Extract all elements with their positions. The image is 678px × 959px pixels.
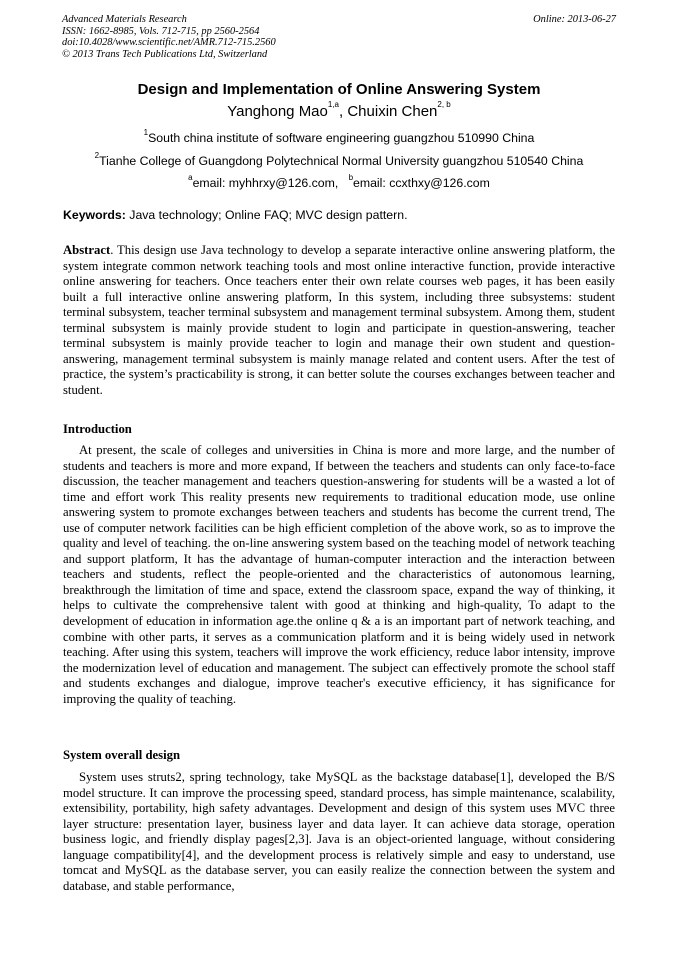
abstract-text: . This design use Java technology to develop a separate interactive online answering platform, the system integrate common network teaching tools and most online interactive function, provide interactive online answering for teachers. Once teachers enter their own relate courses web pages, it has been easily built a full interactive online answering platform, In this system, including three subsystems: student terminal subsystem, teacher terminal subsystem and management terminal subsystem. Among them, student terminal subsystem is mainly provide student to login and participate in question-answering, teacher terminal subsystem is mainly provide teacher to login and manage their own student and question-answering, management terminal subsystem is mainly manage related and content users. After the test of practice, the system’s practicability is strong, it can better solute the courses exchanges between teacher and student. xyxy=(63,243,615,397)
affiliation-2 xyxy=(0,151,678,168)
author-2-affiliation-mark: 2, b xyxy=(437,100,451,109)
copyright-line: © 2013 Trans Tech Publications Ltd, Switzerland xyxy=(62,48,268,60)
affiliation-1-mark: 1 xyxy=(143,128,149,137)
email-a-mark: a xyxy=(188,173,193,182)
author-2: Chuixin Chen xyxy=(347,103,438,120)
introduction-heading: Introduction xyxy=(63,422,132,436)
email-b: email: ccxthxy@126.com xyxy=(353,176,490,190)
affiliation-2-mark: 2 xyxy=(94,151,100,160)
author-line xyxy=(0,100,678,120)
introduction-paragraph: At present, the scale of colleges and universities in China is more and more large, and the number of students and teachers is more and more expand, If between the teachers and students can only face-to-face discussion, the teacher management and teachers question-answering for students will be a wasted a lot of time and effort work This reality presents new requirements to traditional education mode, use online answering system to promote exchanges between teachers and students has become the current trend, The use of computer network facilities can be high efficient completion of the above work, so as to improve the quality and level of teaching. the on-line answering system based on the teaching model of network teaching and support platform, It has the advantage of human-computer interaction and the interaction between teachers and students, reflect the people-oriented and the characteristics of autonomous learning, breakthrough the limitation of time and space, extend the classroom space, expand the way of thinking, it helps to cultivate the comprehensive talent with good at thinking and high-quality, To adapt to the development of education in information age.the online q & a is an important part of network teaching, and combine with other parts, it serves as a communication platform and it is being widely used in network teaching. After using this system, teachers will improve the work efficiency, reduce labor intensity, improve the modernization level of education and management. The subject can effectively promote the school staff and students exchanges and dialogue, improve teacher's executive efficiency, it has significance for improving the quality of teaching. xyxy=(63,443,615,706)
journal-name: Advanced Materials Research xyxy=(62,14,187,25)
email-b-mark: b xyxy=(348,173,354,182)
abstract xyxy=(63,243,615,398)
author-separator: , xyxy=(339,103,348,120)
author-1-affiliation-mark: 1,a xyxy=(327,100,339,109)
system-design-paragraph: System uses struts2, spring technology, take MySQL as the backstage database[1], developed the B/S model structure. It can improve the processing speed, standard process, has simple maintenance, scalability, extensibility, portability, high safety advantages. Development and design of this system uses MVC three layer structure: presentation layer, business layer and data layer. It can achieve data storage, operation business logic, and friendly display pages[2,3]. Java is an object-oriented language, without considering language compatibility[4], and the development process is relatively simple and easy to understand, use tomcat and MySQL as the database server, you can easily realize the connection between the system and database, and stable performance, xyxy=(63,770,615,893)
abstract-label: Abstract xyxy=(63,243,111,257)
keywords xyxy=(63,208,615,222)
doi-line: doi:10.4028/www.scientific.net/AMR.712-715.2560 xyxy=(62,37,276,49)
paper-title: Design and Implementation of Online Answering System xyxy=(137,81,541,98)
journal-header xyxy=(62,14,276,60)
system-design-heading: System overall design xyxy=(63,748,181,762)
keywords-label: Keywords: xyxy=(63,208,126,222)
affiliation-2-text: Tianhe College of Guangdong Polytechnical Normal University guangzhou 510540 China xyxy=(99,154,584,168)
email-a: email: myhhrxy@126.com, xyxy=(192,176,339,190)
affiliation-1-text: South china institute of software engineering guangzhou 510990 China xyxy=(148,131,535,145)
issn-line: ISSN: 1662-8985, Vols. 712-715, pp 2560-2564 xyxy=(62,25,260,37)
email-line xyxy=(0,173,678,190)
keywords-text: Java technology; Online FAQ; MVC design pattern. xyxy=(125,208,408,222)
online-date: Online: 2013-06-27 xyxy=(533,14,616,25)
affiliation-1 xyxy=(0,128,678,145)
author-1: Yanghong Mao xyxy=(227,103,328,120)
